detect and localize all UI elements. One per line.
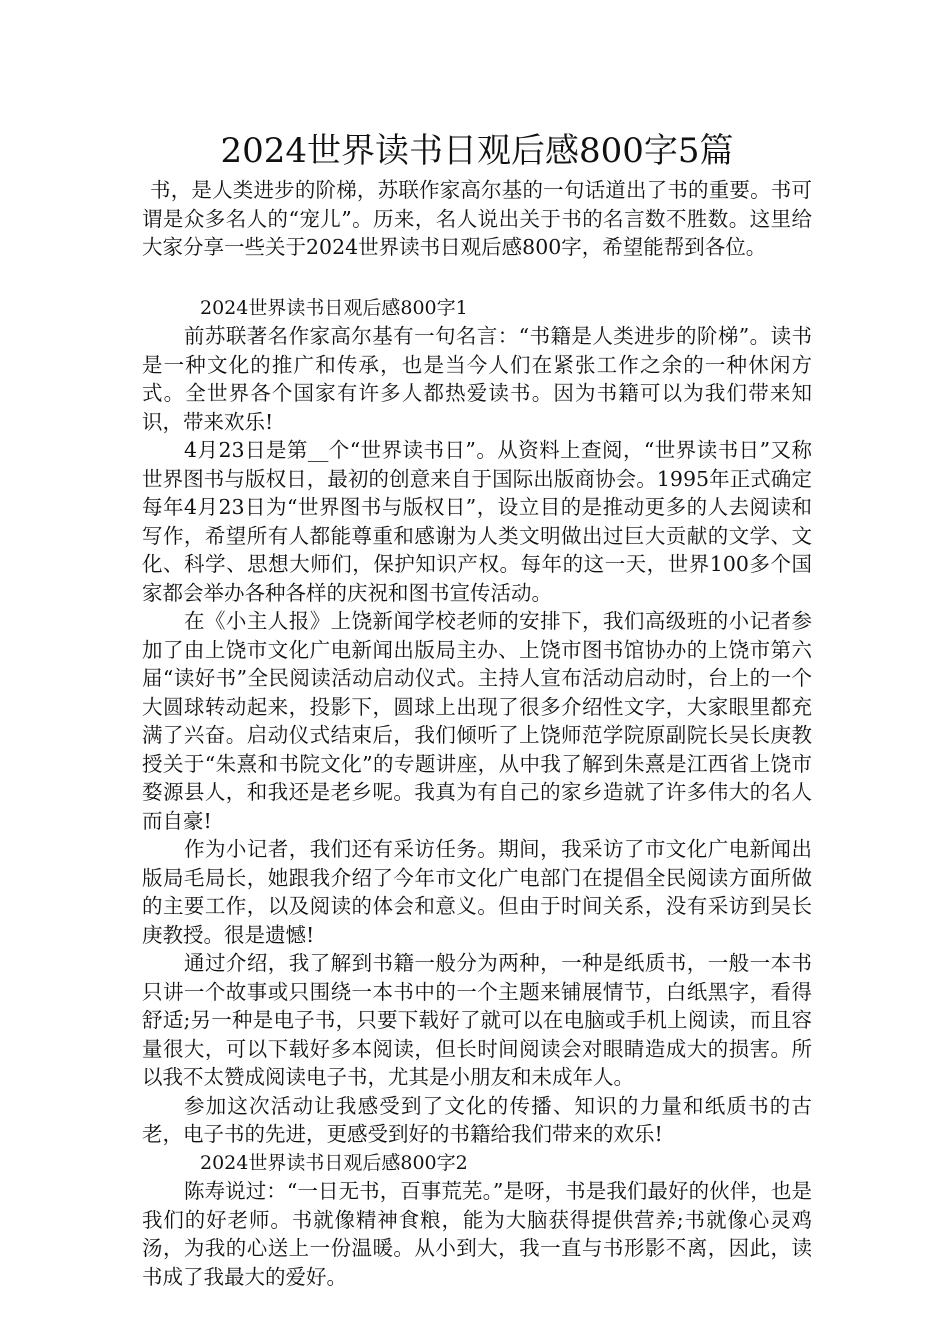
document-title: 2024世界读书日观后感800字5篇 [220, 131, 734, 171]
section-1-paragraph-5: 通过介绍，我了解到书籍一般分为两种，一种是纸质书，一般一本书只讲一个故事或只围绕一本书中的一个主题来铺展情节，白纸黑字，看得舒适;另一种是电子书，只要下载好了就可以在电脑或手机上阅读，而且容量很大，可以下载好多本阅读，但长时间阅读会对眼睛造成大的损害。所以我不太赞成阅读电子书，尤其是小朋友和未成年人。 [142, 951, 812, 1089]
section-1-paragraph-2: 4月23日是第__个“世界读书日”。从资料上查阅，“世界读书日”又称世界图书与版权日，最初的创意来自于国际出版商协会。1995年正式确定每年4月23日为“世界图书与版权日”，设立目的是推动更多的人去阅读和写作，希望所有人都能尊重和感谢为人类文明做出过巨大贡献的文学、文化、科学、思想大师们，保护知识产权。每年的这一天，世界100多个国家都会举办各种各样的庆祝和图书宣传活动。 [142, 438, 812, 605]
section-1-paragraph-1: 前苏联著名作家高尔基有一句名言：“书籍是人类进步的阶梯”。读书是一种文化的推广和传承，也是当今人们在紧张工作之余的一种休闲方式。全世界各个国家有许多人都热爱读书。因为书籍可以为我们带来知识，带来欢乐! [142, 324, 812, 434]
spacer [142, 262, 812, 294]
section-2-heading: 2024世界读书日观后感800字2 [200, 1151, 468, 1174]
section-1-paragraph-6: 参加这次活动让我感受到了文化的传播、知识的力量和纸质书的古老，电子书的先进，更感受到好的书籍给我们带来的欢乐! [142, 1093, 812, 1146]
document-page [142, 126, 812, 1291]
section-1-heading: 2024世界读书日观后感800字1 [200, 296, 468, 319]
section-1-paragraph-3: 在《小主人报》上饶新闻学校老师的安排下，我们高级班的小记者参加了由上饶市文化广电新闻出版局主办、上饶市图书馆协办的上饶市第六届“读好书”全民阅读活动启动仪式。主持人宣布活动启动时，台上的一个大圆球转动起来，投影下，圆球上出现了很多介绍性文字，大家眼里都充满了兴奋。启动仪式结束后，我们倾听了上饶师范学院原副院长吴长庚教授关于“朱熹和书院文化”的专题讲座，从中我了解到朱熹是江西省上饶市婺源县人，和我还是老乡呢。我真为有自己的家乡造就了许多伟大的名人而自豪! [142, 609, 812, 833]
section-1-paragraph-4: 作为小记者，我们还有采访任务。期间，我采访了市文化广电新闻出版局毛局长，她跟我介绍了今年市文化广电部门在提倡全民阅读方面所做的主要工作，以及阅读的体会和意义。但由于时间关系，没有采访到吴长庚教授。很是遗憾! [142, 837, 812, 947]
intro-paragraph: 书，是人类进步的阶梯，苏联作家高尔基的一句话道出了书的重要。书可谓是众多名人的“宠儿”。历来，名人说出关于书的名言数不胜数。这里给大家分享一些关于2024世界读书日观后感800字，希望能帮到各位。 [142, 178, 812, 259]
section-2-paragraph-1: 陈寿说过：“一日无书，百事荒芜。”是呀，书是我们最好的伙伴，也是我们的好老师。书就像精神食粮，能为大脑获得提供营养;书就像心灵鸡汤，为我的心送上一份温暖。从小到大，我一直与书形影不离，因此，读书成了我最大的爱好。 [142, 1179, 812, 1289]
